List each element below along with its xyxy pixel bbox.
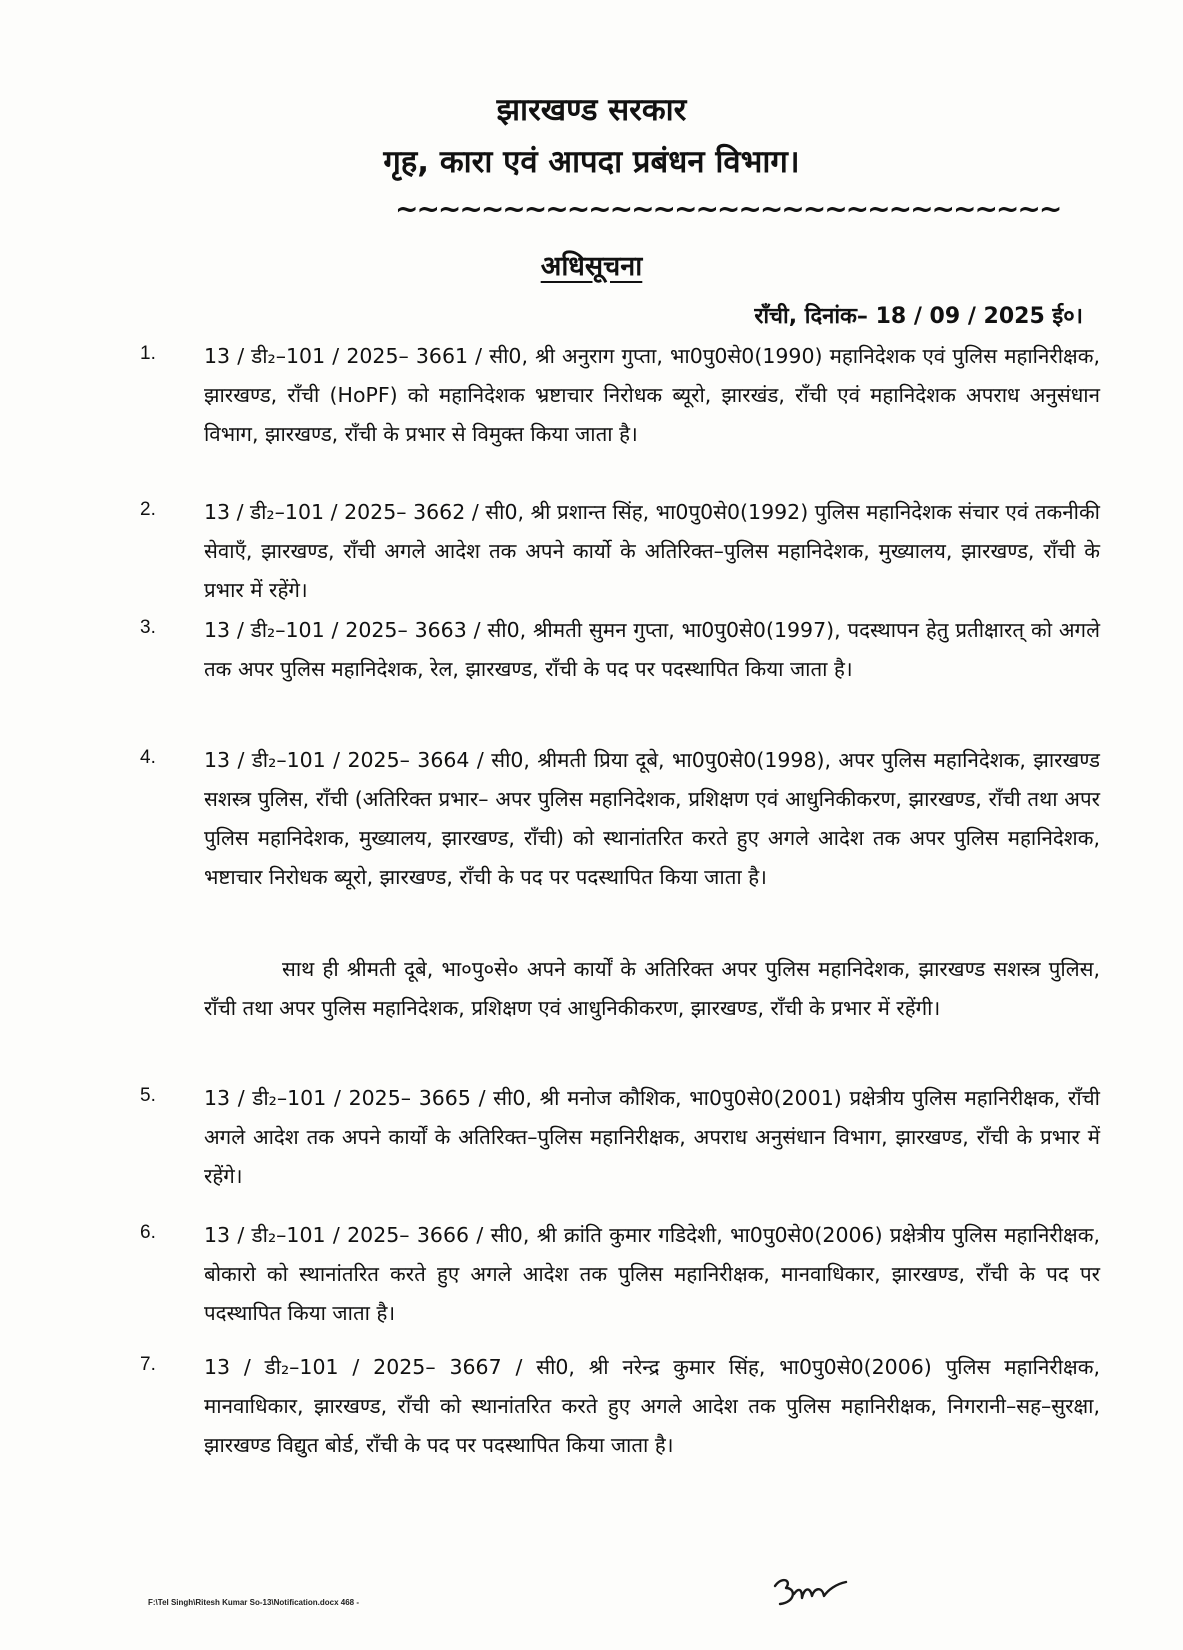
item-text: 13 / डी₂–101 / 2025– 3665 / सी0, श्री मनोज कौशिक, भा0पु0से0(2001) प्रक्षेत्रीय पुलिस महानिरीक्षक, राँची अगले आदेश तक अपने कार्यों के अतिरिक्त–पुलिस महानिरीक्षक, अपराध अनुसंधान विभाग, झारखण्ड, राँची के प्रभार में रहेंगे।: [204, 1086, 1100, 1188]
item-text: 13 / डी₂–101 / 2025– 3661 / सी0, श्री अनुराग गुप्ता, भा0पु0से0(1990) महानिदेशक एवं पुलिस महानिरीक्षक, झारखण्ड, राँची (HoPF) को महानिदेशक भ्रष्टाचार निरोधक ब्यूरो, झारखंड, राँची एवं महानिदेशक अपराध अनुसंधान विभाग, झारखण्ड, राँची के प्रभार से विमुक्त किया जाता है।: [204, 344, 1100, 446]
item-4-continuation: साथ ही श्रीमती दूबे, भा०पु०से० अपने कार्यों के अतिरिक्त अपर पुलिस महानिदेशक, झारखण्ड सशस्त्र पुलिस, राँची तथा अपर पुलिस महानिदेशक, प्रशिक्षण एवं आधुनिकीकरण, झारखण्ड, राँची के प्रभार में रहेंगी।: [204, 957, 1100, 1020]
file-reference: F:\Tel Singh\Ritesh Kumar So-13\Notification.docx 468 -: [148, 1598, 359, 1607]
item-number: 2.: [140, 499, 156, 520]
item-number: 6.: [140, 1222, 156, 1243]
list-item: [140, 1216, 1100, 1333]
item-number: 5.: [140, 1085, 156, 1106]
document-title: [0, 246, 1183, 283]
list-item: [140, 1348, 1100, 1465]
initials-signature-icon: [770, 1572, 850, 1616]
item-number: 3.: [140, 617, 156, 638]
list-item: [140, 741, 1100, 897]
item-text: 13 / डी₂–101 / 2025– 3664 / सी0, श्रीमती प्रिया दूबे, भा0पु0से0(1998), अपर पुलिस महानिदेशक, झारखण्ड सशस्त्र पुलिस, राँची (अतिरिक्त प्रभार– अपर पुलिस महानिदेशक, प्रशिक्षण एवं आधुनिकीकरण, झारखण्ड, राँची तथा अपर पुलिस महानिदेशक, मुख्यालय, झारखण्ड, राँची) को स्थानांतरित करते हुए अगले आदेश तक अपर पुलिस महानिदेशक, भष्टाचार निरोधक ब्यूरो, झारखण्ड, राँची के पद पर पदस्थापित किया जाता है।: [204, 748, 1100, 889]
list-item: [140, 611, 1100, 689]
item-text: 13 / डी₂–101 / 2025– 3663 / सी0, श्रीमती सुमन गुप्ता, भा0पु0से0(1997), पदस्थापन हेतु प्रतीक्षारत् को अगले तक अपर पुलिस महानिदेशक, रेल, झारखण्ड, राँची के पद पर पदस्थापित किया जाता है।: [204, 618, 1100, 681]
list-item: [140, 337, 1100, 454]
item-number: 4.: [140, 747, 156, 768]
government-name: झारखण्ड सरकार: [496, 92, 687, 128]
item-number: 1.: [140, 343, 156, 364]
list-item: [140, 1079, 1100, 1196]
title-text: अधिसूचना: [540, 251, 643, 282]
item-text: 13 / डी₂–101 / 2025– 3667 / सी0, श्री नरेन्द्र कुमार सिंह, भा0पु0से0(2006) पुलिस महानिरीक्षक, मानवाधिकार, झारखण्ड, राँची को स्थानांतरित करते हुए अगले आदेश तक पुलिस महानिरीक्षक, निगरानी–सह–सुरक्षा, झारखण्ड विद्युत बोर्ड, राँची के पद पर पदस्थापित किया जाता है।: [204, 1355, 1100, 1457]
decorative-separator: ~~~~~~~~~~~~~~~~~~~~~~~~~~~~~~~: [395, 192, 1061, 225]
dateline: राँची, दिनांक– 18 / 09 / 2025 ई०।: [754, 304, 1083, 329]
list-item: [140, 493, 1100, 610]
item-text: 13 / डी₂–101 / 2025– 3666 / सी0, श्री क्रांति कुमार गडिदेशी, भा0पु0से0(2006) प्रक्षेत्रीय पुलिस महानिरीक्षक, बोकारो को स्थानांतरित करते हुए अगले आदेश तक पुलिस महानिरीक्षक, मानवाधिकार, झारखण्ड, राँची के पद पर पदस्थापित किया जाता है।: [204, 1223, 1100, 1325]
item-number: 7.: [140, 1354, 156, 1375]
item-text: 13 / डी₂–101 / 2025– 3662 / सी0, श्री प्रशान्त सिंह, भा0पु0से0(1992) पुलिस महानिदेशक संचार एवं तकनीकी सेवाएँ, झारखण्ड, राँची अगले आदेश तक अपने कार्यो के अतिरिक्त–पुलिस महानिदेशक, मुख्यालय, झारखण्ड, राँची के प्रभार में रहेंगे।: [204, 500, 1100, 602]
department-name: गृह, कारा एवं आपदा प्रबंधन विभाग।: [383, 144, 800, 180]
